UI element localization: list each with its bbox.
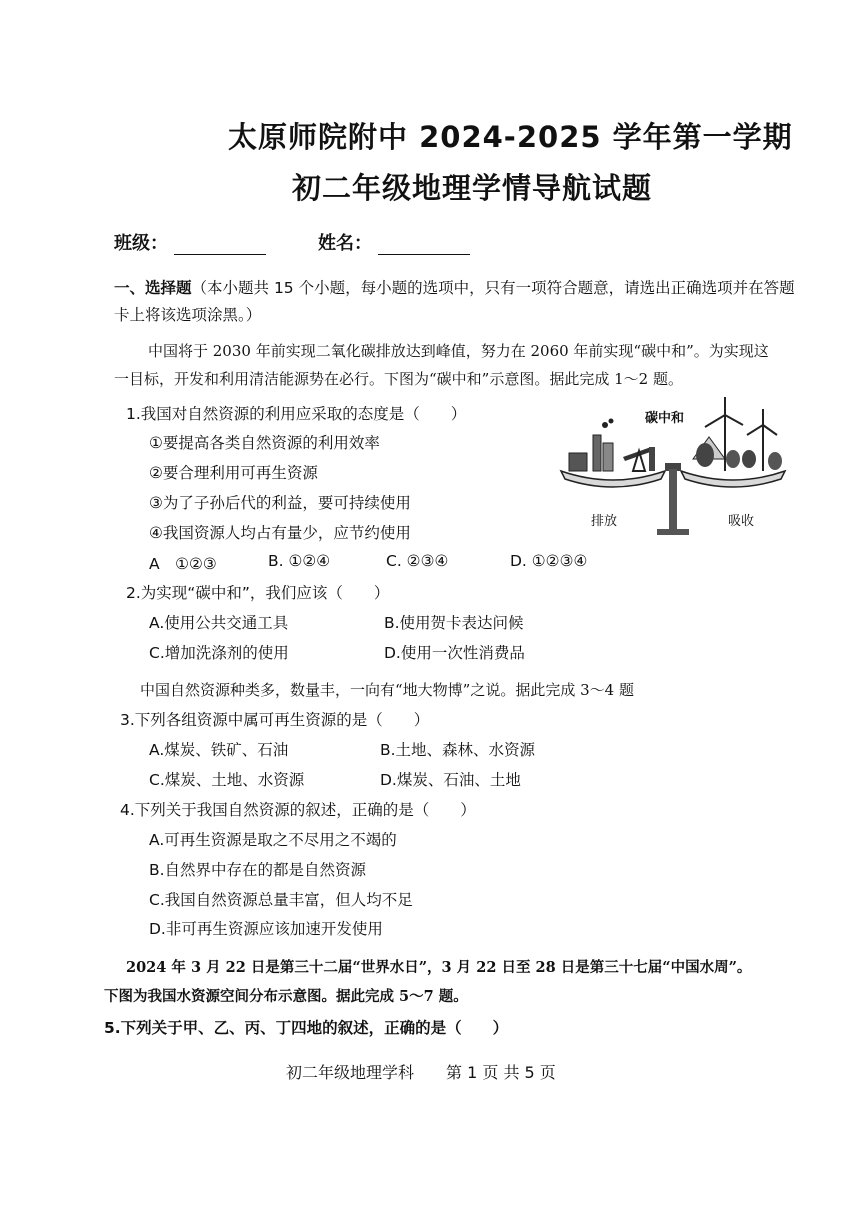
q4-option-d[interactable]: D.非可再生资源应该加速开发使用 xyxy=(149,920,383,938)
q3-stem: 3.下列各组资源中属可再生资源的是（ ） xyxy=(120,711,430,729)
q4-option-b[interactable]: B.自然界中存在的都是自然资源 xyxy=(149,861,367,879)
q1-item: ④我国资源人均占有量少，应节约使用 xyxy=(149,524,411,542)
q2-option-a[interactable]: A.使用公共交通工具 xyxy=(149,614,289,632)
q2-option-b[interactable]: B.使用贺卡表达问候 xyxy=(384,614,524,632)
q2-stem: 2.为实现“碳中和”，我们应该（ ） xyxy=(126,584,390,602)
figure1-title: 碳中和 xyxy=(645,411,685,426)
passage1-line1: 中国将于 2030 年前实现二氧化碳排放达到峰值，努力在 2060 年前实现“碳中和”。为实现这 xyxy=(148,342,769,360)
passage3-line1: 2024 年 3 月 22 日是第三十二届“世界水日”，3 月 22 日至 28 日是第三十七届“中国水周”。 xyxy=(126,959,752,976)
section1-instruction-2: 卡上将该选项涂黑。） xyxy=(114,306,262,324)
figure1-right-label: 吸收 xyxy=(728,514,755,529)
q2-option-c[interactable]: C.增加洗涤剂的使用 xyxy=(149,644,289,662)
carbon-neutral-diagram xyxy=(553,395,793,540)
q3-option-a[interactable]: A.煤炭、铁矿、石油 xyxy=(149,741,289,759)
q2-option-d[interactable]: D.使用一次性消费品 xyxy=(384,644,525,662)
q1-option-c[interactable]: C. ②③④ xyxy=(386,552,449,570)
q4-option-c[interactable]: C.我国自然资源总量丰富，但人均不足 xyxy=(149,891,413,909)
q1-option-b[interactable]: B. ①②④ xyxy=(268,552,331,570)
passage1-line2: 一目标，开发和利用清洁能源势在必行。下图为“碳中和”示意图。据此完成 1～2 题。 xyxy=(114,370,683,388)
section1-title: 一、选择题 xyxy=(114,279,192,297)
class-label: 班级： xyxy=(114,233,168,254)
q3-option-b[interactable]: B.土地、森林、水资源 xyxy=(380,741,536,759)
exam-title-line2: 初二年级地理学情导航试题 xyxy=(292,171,653,205)
name-blank[interactable] xyxy=(378,236,470,255)
q5-stem: 5.下列关于甲、乙、丙、丁四地的叙述，正确的是（ ） xyxy=(104,1019,509,1037)
exam-title-line1: 太原师院附中 2024-2025 学年第一学期 xyxy=(228,120,793,154)
q3-option-d[interactable]: D.煤炭、石油、土地 xyxy=(380,771,521,789)
name-label: 姓名： xyxy=(318,233,372,254)
section1-instruction: （本小题共 15 个小题，每小题的选项中，只有一项符合题意，请选出正确选项并在答题 xyxy=(191,279,795,297)
q3-option-c[interactable]: C.煤炭、土地、水资源 xyxy=(149,771,305,789)
class-blank[interactable] xyxy=(174,236,266,255)
footer-subject: 初二年级地理学科 xyxy=(286,1063,415,1082)
passage2: 中国自然资源种类多，数量丰，一向有“地大物博”之说。据此完成 3～4 题 xyxy=(140,681,634,699)
q1-stem: 1.我国对自然资源的利用应采取的态度是（ ） xyxy=(126,405,467,423)
q1-item: ①要提高各类自然资源的利用效率 xyxy=(149,434,380,452)
name-field xyxy=(318,229,470,255)
q1-item: ③为了子孙后代的利益，要可持续使用 xyxy=(149,494,411,512)
figure1-left-label: 排放 xyxy=(591,514,618,529)
class-field xyxy=(114,229,266,255)
footer-page-number: 第 1 页 共 5 页 xyxy=(446,1063,556,1082)
q4-stem: 4.下列关于我国自然资源的叙述，正确的是（ ） xyxy=(120,801,476,819)
passage3-line2: 下图为我国水资源空间分布示意图。据此完成 5～7 题。 xyxy=(104,988,468,1005)
q4-option-a[interactable]: A.可再生资源是取之不尽用之不竭的 xyxy=(149,831,397,849)
section1-heading xyxy=(114,276,795,298)
q1-option-d[interactable]: D. ①②③④ xyxy=(510,552,588,570)
q1-option-a[interactable]: A ①②③ xyxy=(149,555,217,573)
q1-item: ②要合理利用可再生资源 xyxy=(149,464,318,482)
